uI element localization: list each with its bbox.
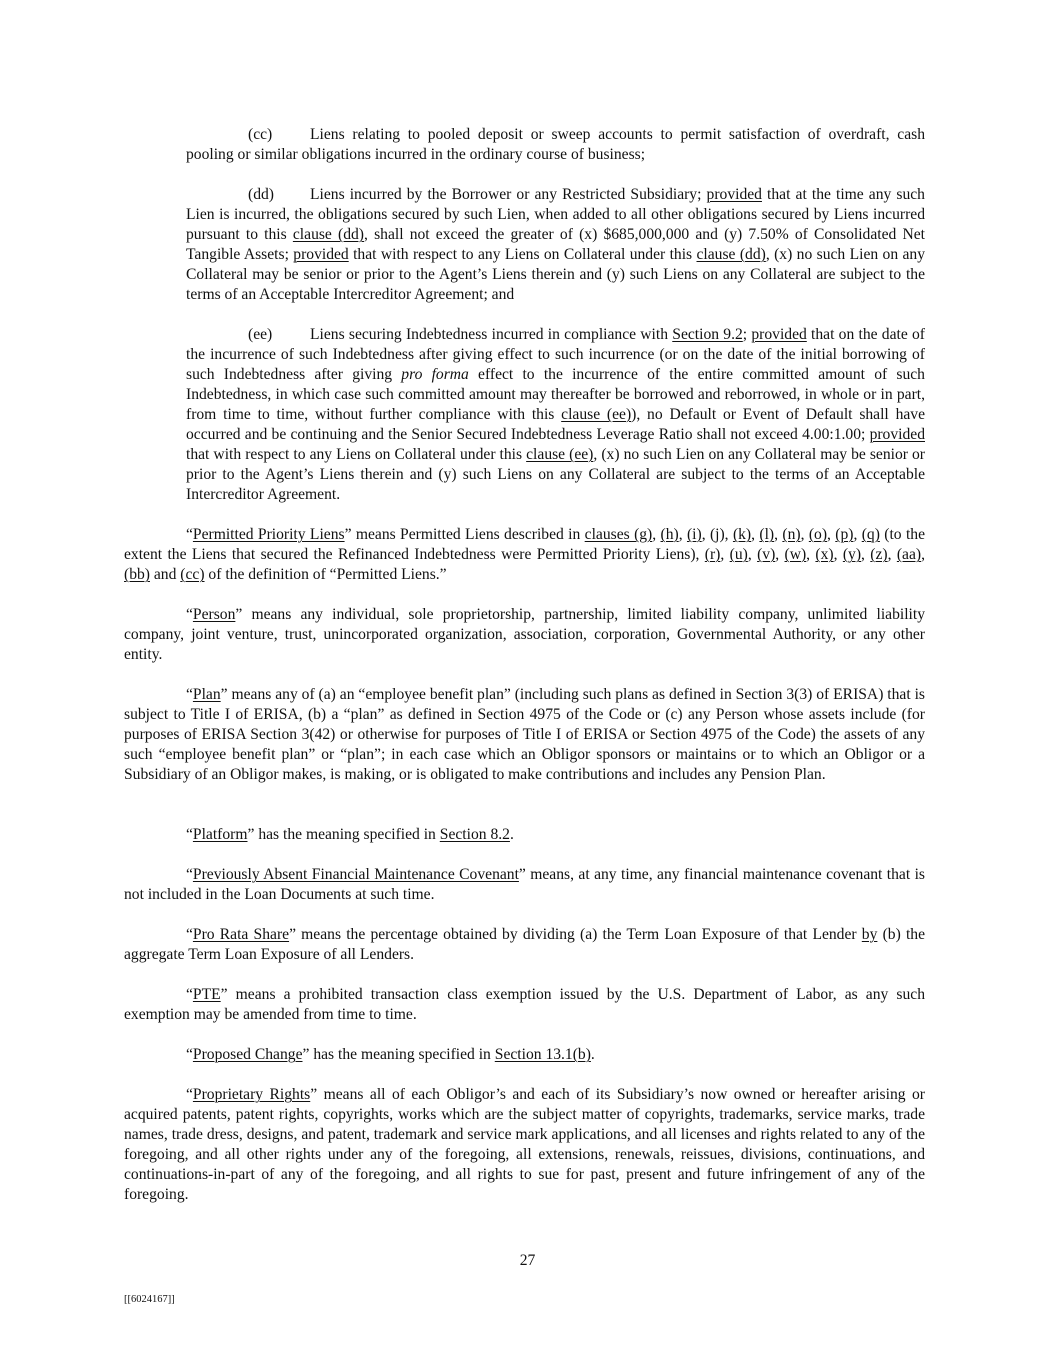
definition-pte: “PTE” means a prohibited transaction class exemption issued by the U.S. Department of Labor, as any such exemption may be amended from time to time.: [124, 986, 925, 1023]
definition-platform: “Platform” has the meaning specified in Section 8.2.: [186, 826, 514, 843]
provided-term: provided: [293, 246, 349, 263]
defined-term: Previously Absent Financial Maintenance Covenant: [192, 866, 519, 883]
clause-reference: clause (dd): [696, 246, 766, 263]
provided-term: provided: [869, 426, 925, 443]
provided-term: provided: [706, 186, 762, 203]
definition-plan: “Plan” means any of (a) an “employee benefit plan” (including such plans as defined in Section 3(3) of ERISA) that is subject to Title I of ERISA, (b) a “plan” as defined in Section 4975 of the Code or (c) any Person whose assets include (for purposes of ERISA Section 3(42) or otherwise for purposes of Title I of ERISA or Section 4975 of the Code) the assets of any such “employee benefit plan” or “plan”; in each case which an Obligor sponsors or maintains or to which an Obligor or a Subsidiary of an Obligor makes, is making, or is obligated to make contributions and includes any Pension Plan.: [124, 686, 925, 783]
defined-term: Proposed Change: [192, 1046, 303, 1063]
defined-term: Pro Rata Share: [192, 926, 290, 943]
clause-dd-number: (dd): [248, 186, 274, 203]
pro-forma-term: pro forma: [401, 366, 469, 383]
clause-ee: (ee) Liens securing Indebtedness incurred in compliance with Section 9.2; provided that on the date of the incurrence of such Indebtedness after giving effect to such incurrence (or on the date of the initial borrowing of such Indebtedness after giving pro forma effect to the incurrence of the entire committed amount of such Indebtedness, in which case such committed amount may thereafter be borrowed and reborrowed, in whole or in part, from time to time, without further compliance with this clause (ee)), no Default or Event of Default shall have occurred and be continuing and the Senior Secured Indebtedness Leverage Ratio shall not exceed 4.00:1.00; provided that with respect to any Liens on Collateral under this clause (ee), (x) no such Lien on any Collateral may be senior or prior to the Agent’s Liens therein and (y) such Liens on any Collateral are subject to the terms of an Acceptable Intercreditor Agreement.: [186, 326, 926, 503]
section-reference: Section 13.1(b): [494, 1046, 591, 1063]
definition-previously-absent-financial-maintenance-covenant: “Previously Absent Financial Maintenance Covenant” means, at any time, any financial maintenance covenant that is not included in the Loan Documents at such time.: [124, 866, 926, 903]
provided-term: provided: [751, 326, 807, 343]
section-reference: Section 9.2: [672, 326, 743, 343]
clause-reference: clause (dd): [292, 226, 365, 243]
clause-reference: clause (ee): [561, 406, 632, 423]
defined-term: Platform: [192, 826, 248, 843]
clause-cc-number: (cc): [248, 126, 273, 143]
document-id: [[6024167]]: [124, 1294, 175, 1305]
clause-ee-number: (ee): [248, 326, 273, 343]
section-reference: Section 8.2: [439, 826, 510, 843]
definition-pro-rata-share: “Pro Rata Share” means the percentage obtained by dividing (a) the Term Loan Exposure of that Lender by (b) the aggregate Term Loan Exposure of all Lenders.: [124, 926, 926, 963]
defined-term: Proprietary Rights: [192, 1086, 311, 1103]
clause-dd: (dd) Liens incurred by the Borrower or any Restricted Subsidiary; provided that at the time any such Lien is incurred, the obligations secured by such Lien, when added to all other obligations secured by Liens incurred pursuant to this clause (dd), shall not exceed the greater of (x) $685,000,000 and (y) 7.50% of Consolidated Net Tangible Assets; provided that with respect to any Liens on Collateral under this clause (dd), (x) no such Lien on any Collateral may be senior or prior to the Agent’s Liens therein and (y) such Liens on any Collateral are subject to the terms of an Acceptable Intercreditor Agreement; and: [186, 186, 926, 303]
clause-cc: (cc) Liens relating to pooled deposit or sweep accounts to permit satisfaction of overdraft, cash pooling or similar obligations incurred in the ordinary course of business;: [186, 126, 925, 163]
by-term: by: [861, 926, 878, 943]
defined-term: Permitted Priority Liens: [192, 526, 345, 543]
definition-permitted-priority-liens: “Permitted Priority Liens” means Permitted Liens described in clauses (g), (h), (i), (j), (k), (l), (n), (o), (p), (q) (to the extent the Liens that secured the Refinanced Indebtedness were Permitted Priority Liens), (r), (u), (v), (w), (x), (y), (z), (aa), (bb) and (cc) of the definition of “Permitted Liens.”: [124, 526, 926, 583]
definition-proprietary-rights: “Proprietary Rights” means all of each Obligor’s and each of its Subsidiary’s now owned or hereafter arising or acquired patents, patent rights, copyrights, works which are the subject matter of copyrights, trademarks, service marks, trade names, trade dress, designs, and patent, trademark and service mark applications, and all licenses and rights related to any of the foregoing, and all other rights under any of the foregoing, all extensions, renewals, reissues, divisions, continuations, and continuations-in-part of any of the foregoing, and all rights to sue for past, present and future infringement of any of the foregoing.: [124, 1086, 925, 1203]
page-number: 27: [519, 1252, 536, 1269]
defined-term: PTE: [192, 986, 221, 1003]
clause-reference: clause (ee): [526, 446, 594, 463]
defined-term: Plan: [192, 686, 221, 703]
definition-proposed-change: “Proposed Change” has the meaning specified in Section 13.1(b).: [186, 1046, 595, 1063]
defined-term: Person: [192, 606, 236, 623]
definition-person: “Person” means any individual, sole proprietorship, partnership, limited liability company, unlimited liability company, joint venture, trust, unincorporated organization, association, corporation, Governmental Authority, or any other entity.: [124, 606, 925, 663]
